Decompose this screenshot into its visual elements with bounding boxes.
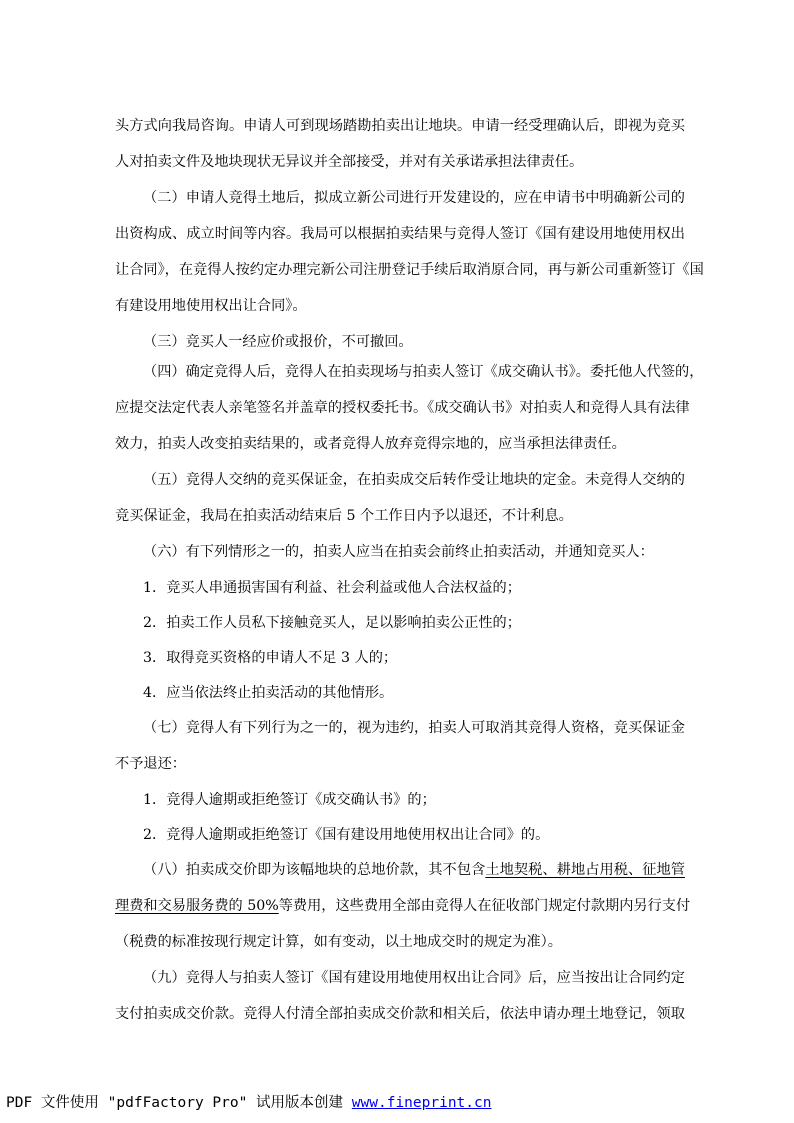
text-line: （四）确定竞得人后，竞得人在拍卖现场与拍卖人签订《成交确认书》。委托他人代签的，	[143, 364, 704, 380]
text-line: （二）申请人竞得土地后，拟成立新公司进行开发建设的，应在申请书中明确新公司的	[143, 190, 685, 206]
text-line: （三）竞买人一经应价或报价，不可撤回。	[143, 334, 413, 350]
text-line: 出资构成、成立时间等内容。我局可以根据拍卖结果与竞得人签订《国有建设用地使用权出	[115, 226, 685, 242]
text-line: 人对拍卖文件及地块现状无异议并全部接受，并对有关承诺承担法律责任。	[115, 154, 584, 170]
footer-text: PDF 文件使用 "pdfFactory Pro" 试用版本创建	[6, 1095, 352, 1111]
fee-clause-text: 等费用，这些费用全部由竞得人在征收部门规定付款期内另行支付	[278, 898, 691, 914]
fineprint-link[interactable]: www.fineprint.cn	[351, 1095, 492, 1111]
underlined-fee-list: 土地契税、耕地占用税、征地管	[485, 862, 685, 878]
list-item: 3．取得竞买资格的申请人不足 3 人的；	[143, 650, 398, 666]
text-line: 应提交法定代表人亲笔签名并盖章的授权委托书。《成交确认书》对拍卖人和竞得人具有法律	[115, 400, 690, 416]
text-line: 不予退还：	[115, 756, 186, 772]
text-line: 让合同》，在竞得人按约定办理完新公司注册登记手续后取消原合同，再与新公司重新签订《国	[115, 262, 704, 278]
text-line-fee-clause	[115, 897, 691, 915]
list-item: 2．竞得人逾期或拒绝签订《国有建设用地使用权出让合同》的。	[143, 827, 550, 843]
text-line: （九）竞得人与拍卖人签订《国有建设用地使用权出让合同》后，应当按出让合同约定	[143, 970, 685, 986]
text-line: 头方式向我局咨询。申请人可到现场踏勘拍卖出让地块。申请一经受理确认后，即视为竞买	[115, 118, 685, 134]
underlined-fee-list: 理费和交易服务费的 50%	[115, 898, 279, 914]
text-line: 效力，拍卖人改变拍卖结果的，或者竞得人放弃竞得宗地的，应当承担法律责任。	[115, 436, 626, 452]
text-line: 有建设用地使用权出让合同》。	[115, 298, 307, 314]
text-line-fee-clause	[143, 861, 685, 879]
list-item: 1．竞买人串通损害国有利益、社会利益或他人合法权益的；	[143, 580, 521, 596]
text-line: （六）有下列情形之一的，拍卖人应当在拍卖会前终止拍卖活动，并通知竞买人：	[143, 544, 654, 560]
pdf-factory-footer	[6, 1094, 491, 1112]
list-item: 2．拍卖工作人员私下接触竞买人，足以影响拍卖公正性的；	[143, 615, 521, 631]
text-line: （五）竞得人交纳的竞买保证金，在拍卖成交后转作受让地块的定金。未竞得人交纳的	[143, 472, 685, 488]
fee-clause-text: （八）拍卖成交价即为该幅地块的总地价款，其不包含	[143, 862, 486, 878]
text-line: （七）竞得人有下列行为之一的，视为违约，拍卖人可取消其竞得人资格，竞买保证金	[143, 720, 685, 736]
text-line: 支付拍卖成交价款。竞得人付清全部拍卖成交价款和相关后，依法申请办理土地登记，领取	[115, 1006, 685, 1022]
text-line: （税费的标准按现行规定计算，如有变动，以土地成交时的规定为准）。	[115, 934, 562, 950]
list-item: 1．竞得人逾期或拒绝签订《成交确认书》的；	[143, 792, 436, 808]
list-item: 4．应当依法终止拍卖活动的其他情形。	[143, 685, 394, 701]
text-line: 竞买保证金，我局在拍卖活动结束后 5 个工作日内予以退还，不计利息。	[115, 508, 573, 524]
